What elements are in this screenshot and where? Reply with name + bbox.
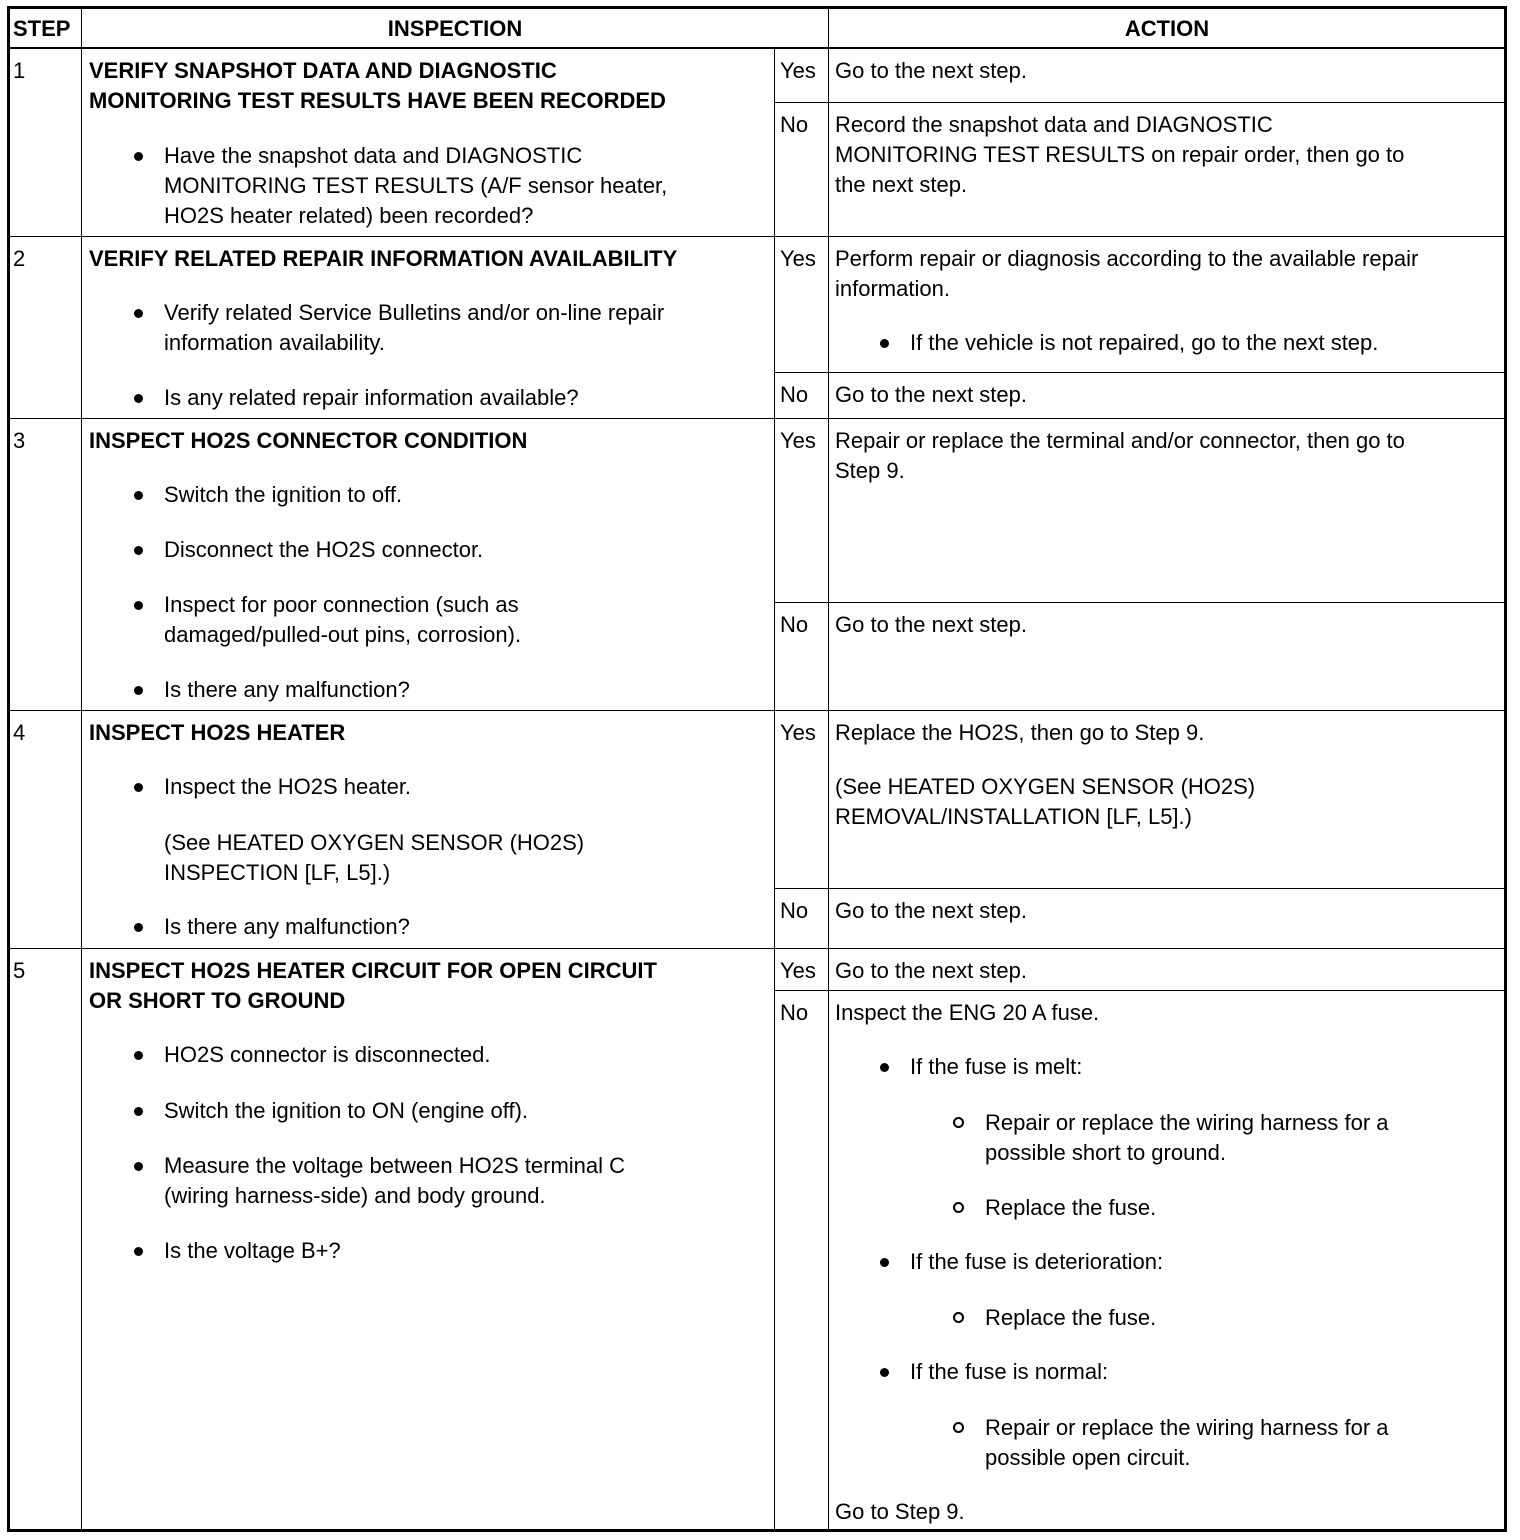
inspection-bullet-text: Is any related repair information available? <box>164 385 579 410</box>
row-divider <box>774 372 1505 373</box>
inspection-bullet-text: HO2S heater related) been recorded? <box>164 203 534 228</box>
inspection-bullet-text: MONITORING TEST RESULTS (A/F sensor heater, <box>164 173 668 198</box>
diagnostic-table <box>7 6 1507 1532</box>
inspection-bullet-text: Switch the ignition to off. <box>164 482 403 507</box>
action-text: information. <box>835 276 950 301</box>
action-bullet-text: If the fuse is melt: <box>910 1054 1083 1079</box>
action-text: MONITORING TEST RESULTS on repair order, then go to <box>835 142 1405 167</box>
answer-yes: Yes <box>780 58 816 83</box>
inspection-note: (See HEATED OXYGEN SENSOR (HO2S) <box>164 830 585 855</box>
inspection-bullet-text: Is there any malfunction? <box>164 677 410 702</box>
header-action: ACTION <box>1124 16 1210 41</box>
circle-bullet-icon <box>953 1117 964 1128</box>
inspection-bullet-text: Switch the ignition to ON (engine off). <box>164 1098 529 1123</box>
action-text: Step 9. <box>835 458 905 483</box>
action-text: Go to the next step. <box>835 612 1028 637</box>
answer-no: No <box>780 1000 809 1025</box>
action-subbullet-text: possible short to ground. <box>985 1140 1226 1165</box>
bullet-icon <box>134 686 143 695</box>
step-title: VERIFY RELATED REPAIR INFORMATION AVAILABILITY <box>89 246 678 271</box>
inspection-bullet-text: Measure the voltage between HO2S terminal C <box>164 1153 626 1178</box>
answer-no: No <box>780 382 809 407</box>
bullet-icon <box>880 1258 889 1267</box>
row-divider <box>9 418 1505 419</box>
inspection-bullet-text: information availability. <box>164 330 385 355</box>
row-divider <box>9 236 1505 237</box>
inspection-bullet-text: Have the snapshot data and DIAGNOSTIC <box>164 143 583 168</box>
inspection-bullet-text: HO2S connector is disconnected. <box>164 1042 491 1067</box>
bullet-icon <box>134 601 143 610</box>
answer-yes: Yes <box>780 428 816 453</box>
step-number: 1 <box>13 58 26 83</box>
header-divider <box>9 47 1505 49</box>
bullet-icon <box>134 546 143 555</box>
inspection-bullet-text: Inspect the HO2S heater. <box>164 774 412 799</box>
bullet-icon <box>134 1107 143 1116</box>
circle-bullet-icon <box>953 1202 964 1213</box>
action-text: Record the snapshot data and DIAGNOSTIC <box>835 112 1273 137</box>
action-text: Go to the next step. <box>835 382 1028 407</box>
bullet-icon <box>880 339 889 348</box>
action-bullet-text: If the vehicle is not repaired, go to the next step. <box>910 330 1379 355</box>
bullet-icon <box>134 309 143 318</box>
action-note: (See HEATED OXYGEN SENSOR (HO2S) <box>835 774 1256 799</box>
inspection-bullet-text: damaged/pulled-out pins, corrosion). <box>164 622 522 647</box>
action-text: Replace the HO2S, then go to Step 9. <box>835 720 1205 745</box>
action-subbullet-text: possible open circuit. <box>985 1445 1191 1470</box>
bullet-icon <box>880 1063 889 1072</box>
bullet-icon <box>134 394 143 403</box>
answer-yes: Yes <box>780 958 816 983</box>
inspection-bullet-text: (wiring harness-side) and body ground. <box>164 1183 546 1208</box>
action-subbullet-text: Replace the fuse. <box>985 1195 1157 1220</box>
action-text: Perform repair or diagnosis according to the available repair <box>835 246 1419 271</box>
row-divider <box>774 990 1505 991</box>
bullet-icon <box>134 1247 143 1256</box>
action-bullet-text: If the fuse is normal: <box>910 1359 1109 1384</box>
action-text: Repair or replace the terminal and/or connector, then go to <box>835 428 1405 453</box>
circle-bullet-icon <box>953 1312 964 1323</box>
action-text: Go to the next step. <box>835 898 1028 923</box>
bullet-icon <box>134 491 143 500</box>
row-divider <box>774 888 1505 889</box>
step-number: 4 <box>13 720 26 745</box>
step-number: 2 <box>13 246 26 271</box>
row-divider <box>9 710 1505 711</box>
action-text: Go to the next step. <box>835 58 1028 83</box>
action-note: REMOVAL/INSTALLATION [LF, L5].) <box>835 804 1192 829</box>
answer-no: No <box>780 898 809 923</box>
bullet-icon <box>134 1051 143 1060</box>
header-step: STEP <box>13 16 71 41</box>
bullet-icon <box>134 923 143 932</box>
step-title: OR SHORT TO GROUND <box>89 988 346 1013</box>
row-divider <box>9 948 1505 949</box>
bullet-icon <box>134 783 143 792</box>
column-divider-inspection <box>774 48 775 1530</box>
action-text: Inspect the ENG 20 A fuse. <box>835 1000 1100 1025</box>
action-subbullet-text: Repair or replace the wiring harness for a <box>985 1110 1389 1135</box>
step-title: INSPECT HO2S CONNECTOR CONDITION <box>89 428 528 453</box>
answer-no: No <box>780 112 809 137</box>
inspection-bullet-text: Is the voltage B+? <box>164 1238 341 1263</box>
action-bullet-text: If the fuse is deterioration: <box>910 1249 1164 1274</box>
row-divider <box>774 602 1505 603</box>
action-subbullet-text: Repair or replace the wiring harness for a <box>985 1415 1389 1440</box>
inspection-bullet-text: Verify related Service Bulletins and/or on-line repair <box>164 300 665 325</box>
bullet-icon <box>134 1162 143 1171</box>
step-number: 3 <box>13 428 26 453</box>
inspection-bullet-text: Inspect for poor connection (such as <box>164 592 519 617</box>
step-number: 5 <box>13 958 26 983</box>
step-title: INSPECT HO2S HEATER CIRCUIT FOR OPEN CIRCUIT <box>89 958 657 983</box>
bullet-icon <box>880 1368 889 1377</box>
inspection-note: INSPECTION [LF, L5].) <box>164 860 391 885</box>
header-inspection: INSPECTION <box>387 16 523 41</box>
inspection-bullet-text: Is there any malfunction? <box>164 914 410 939</box>
row-divider <box>774 102 1505 103</box>
action-text: the next step. <box>835 172 968 197</box>
circle-bullet-icon <box>953 1422 964 1433</box>
answer-yes: Yes <box>780 720 816 745</box>
action-text: Go to the next step. <box>835 958 1028 983</box>
action-subbullet-text: Replace the fuse. <box>985 1305 1157 1330</box>
inspection-bullet-text: Disconnect the HO2S connector. <box>164 537 484 562</box>
bullet-icon <box>134 152 143 161</box>
step-title: VERIFY SNAPSHOT DATA AND DIAGNOSTIC <box>89 58 557 83</box>
step-title: MONITORING TEST RESULTS HAVE BEEN RECORDED <box>89 88 666 113</box>
step-title: INSPECT HO2S HEATER <box>89 720 346 745</box>
answer-yes: Yes <box>780 246 816 271</box>
action-text: Go to Step 9. <box>835 1499 965 1524</box>
answer-no: No <box>780 612 809 637</box>
